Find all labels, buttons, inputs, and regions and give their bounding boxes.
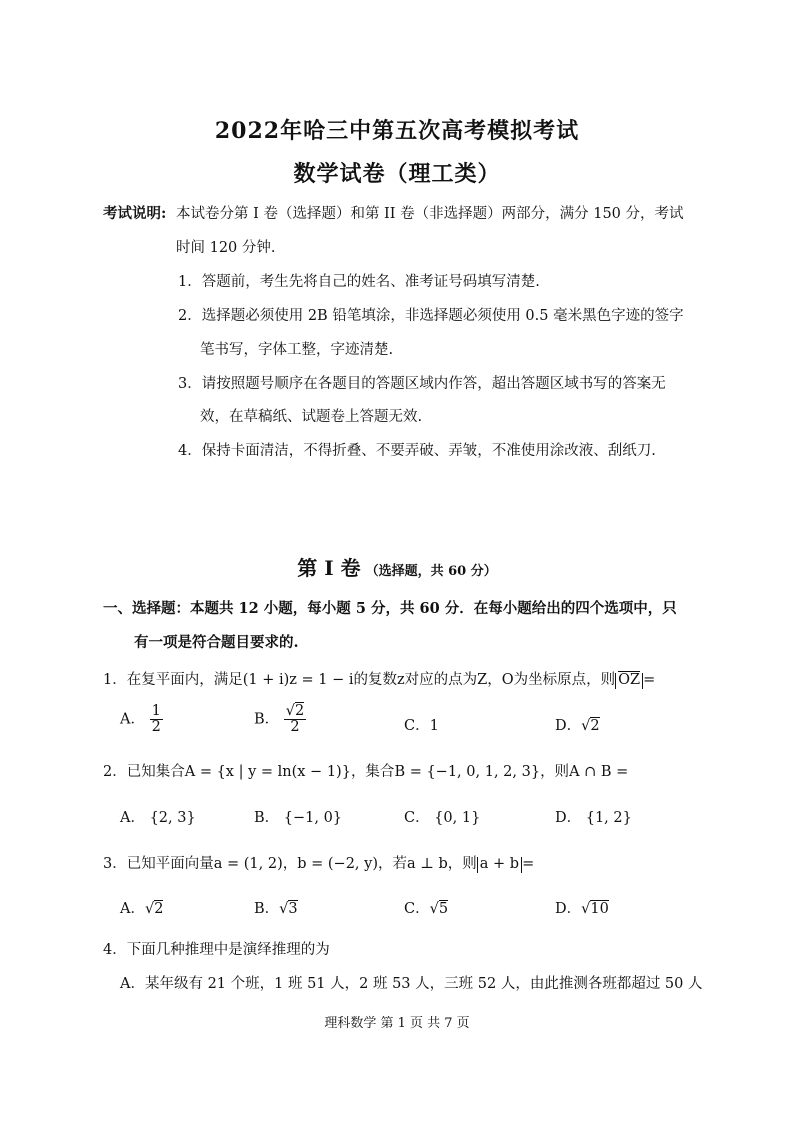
exam-title: 2022年哈三中第五次高考模拟考试 xyxy=(214,118,580,144)
instructions-intro-line1: 本试卷分第 I 卷（选择题）和第 II 卷（非选择题）两部分，满分 150 分，考试 xyxy=(176,206,684,222)
question-3-option-d: D．√10 xyxy=(555,901,609,917)
exam-subtitle: 数学试卷（理工类） xyxy=(293,161,501,187)
instruction-item-4: 4．保持卡面清洁，不得折叠、不要弄破、弄皱，不准使用涂改液、刮纸刀. xyxy=(178,443,656,459)
question-1-option-c: C．1 xyxy=(404,718,439,734)
question-1-option-d: D．√2 xyxy=(555,718,600,734)
page-footer: 理科数学 第 1 页 共 7 页 xyxy=(324,1016,470,1031)
section-instruction-line1: 一、选择题：本题共 12 小题，每小题 5 分，共 60 分．在每小题给出的四个选项中，只 xyxy=(103,600,677,617)
question-1-stem: 1．在复平面内，满足(1 + i)z = 1 − i的复数z对应的点为Z，O为坐标原点，则 OZ = xyxy=(103,672,656,688)
question-4-stem: 4．下面几种推理中是演绎推理的为 xyxy=(103,942,330,958)
question-4-option-a: A．某年级有 21 个班，1 班 51 人，2 班 53 人，三班 52 人，由此推测各班都超过 50 人 xyxy=(120,976,703,992)
section-heading xyxy=(0,552,794,581)
question-2-option-a: A． {2, 3} xyxy=(120,810,196,826)
section-subtitle: （选择题，共 60 分） xyxy=(365,564,497,579)
question-2-option-b: B． {−1, 0} xyxy=(254,810,343,826)
instruction-item-3-cont: 效，在草稿纸、试题卷上答题无效. xyxy=(200,409,423,425)
question-1-option-b: B． $\frac{√2}{2}$ xyxy=(254,703,305,736)
section-title: 第 I 卷 xyxy=(297,556,361,580)
question-1-option-a: A． $\frac{1}{2}$ xyxy=(120,703,161,736)
instructions-label: 考试说明: xyxy=(103,205,167,222)
instructions-intro-line2: 时间 120 分钟. xyxy=(176,240,276,256)
instruction-item-3: 3．请按照题号顺序在各题目的答题区域内作答，超出答题区域书写的答案无 xyxy=(178,376,666,392)
section-instruction-line2: 有一项是符合题目要求的. xyxy=(134,634,299,651)
question-3-option-c: C．√5 xyxy=(404,901,449,917)
question-3-option-b: B．√3 xyxy=(254,901,298,917)
instruction-item-2-cont: 笔书写，字体工整，字迹清楚. xyxy=(200,342,394,358)
question-2-stem: 2．已知集合A = {x | y = ln(x − 1)}，集合B = {−1, 0, 1, 2, 3}，则A ∩ B = xyxy=(103,764,629,780)
instruction-item-2: 2．选择题必须使用 2B 铅笔填涂，非选择题必须使用 0.5 毫米黑色字迹的签字 xyxy=(178,308,684,324)
question-3-stem: 3．已知平面向量a = (1, 2)，b = (−2, y)，若a ⊥ b，则 a + b = xyxy=(103,856,535,872)
question-2-option-c: C． {0, 1} xyxy=(404,810,481,826)
question-2-option-d: D． {1, 2} xyxy=(555,810,632,826)
instruction-item-1: 1．答题前，考生先将自己的姓名、准考证号码填写清楚. xyxy=(178,274,540,290)
question-3-option-a: A．√2 xyxy=(120,901,164,917)
